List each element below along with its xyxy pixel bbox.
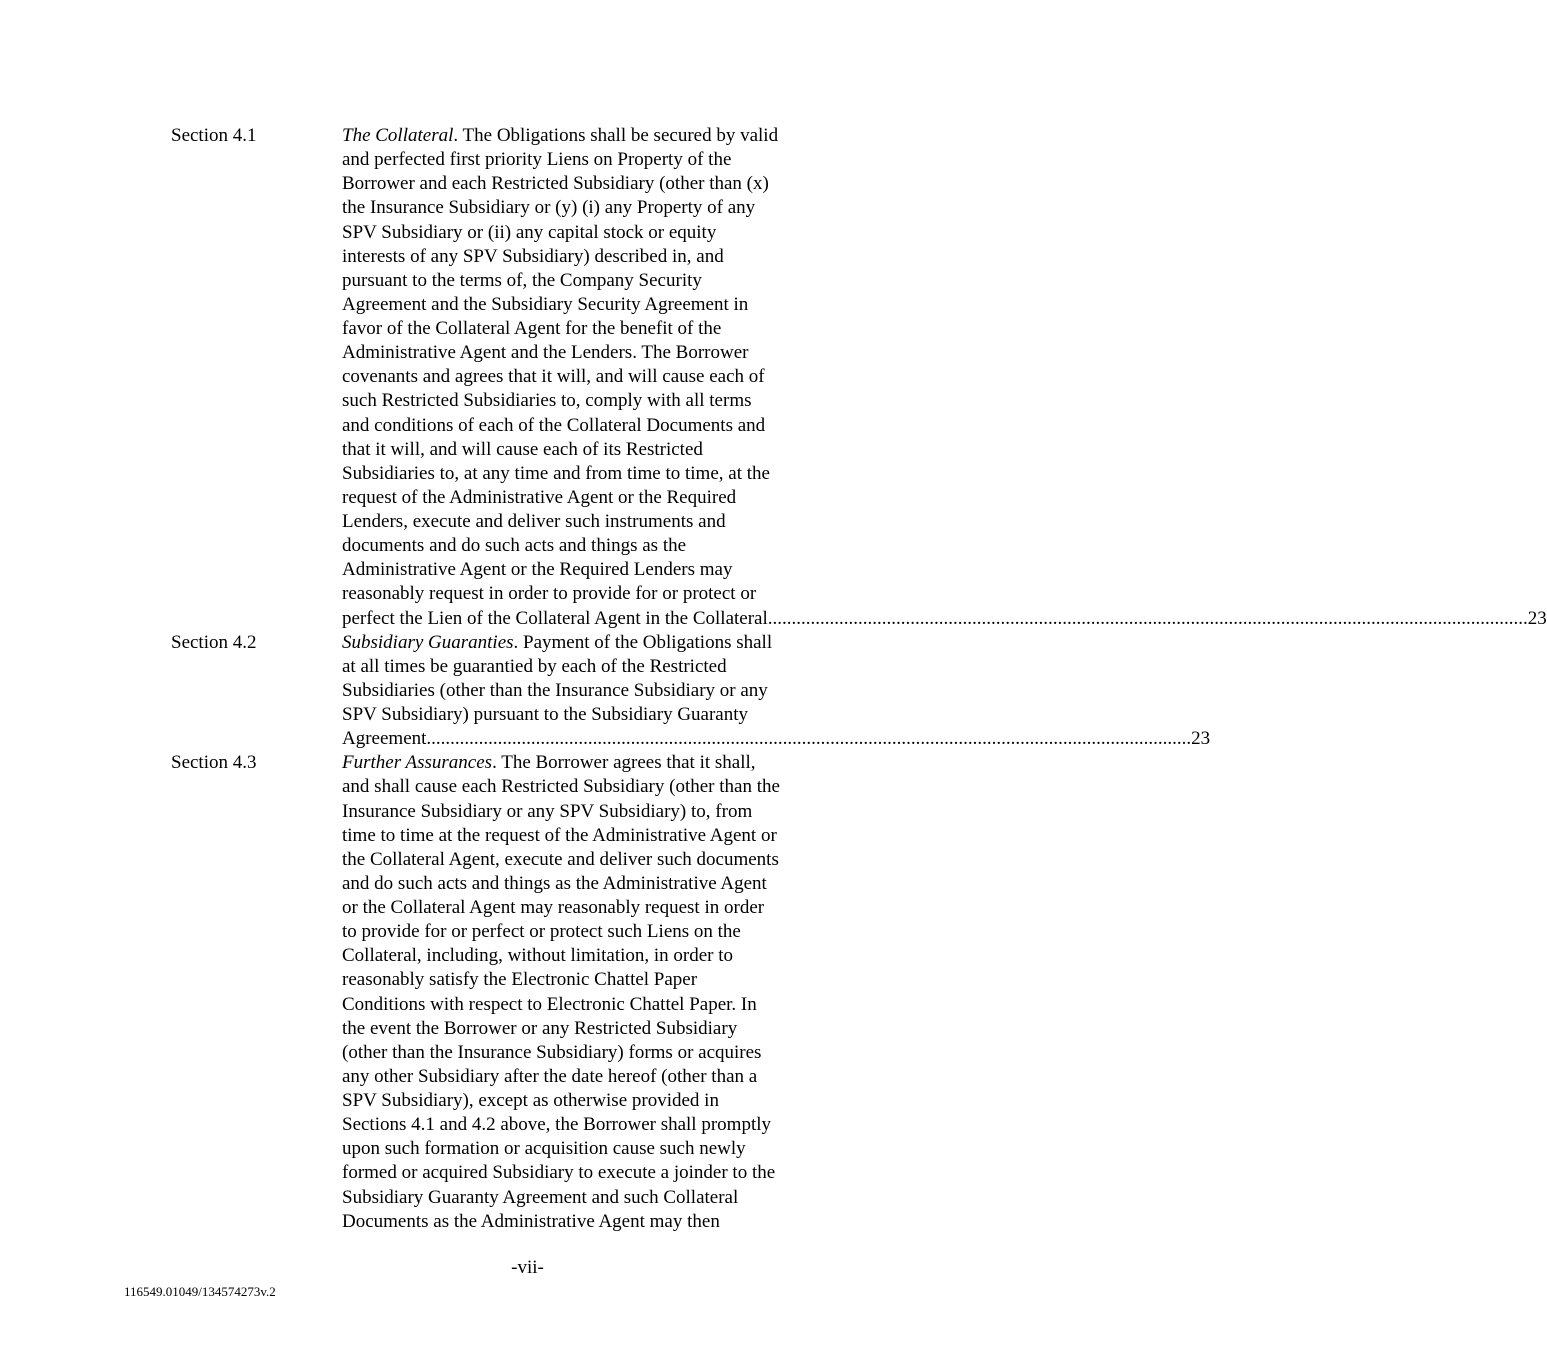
section-number: Section 4.2 xyxy=(171,631,257,653)
document-id: 116549.01049/134574273v.2 xyxy=(124,1284,276,1299)
text-line: Documents as the Administrative Agent may then xyxy=(342,1210,720,1232)
text-line: such Restricted Subsidiaries to, comply with all terms xyxy=(342,390,752,412)
text-line: the Collateral Agent, execute and deliver such documents xyxy=(342,848,779,870)
text-line: Agreement and the Subsidiary Security Agreement in xyxy=(342,293,749,315)
text-line: favor of the Collateral Agent for the benefit of the xyxy=(342,318,722,339)
text-line: covenants and agrees that it will, and will cause each of xyxy=(342,366,765,388)
text-line: SPV Subsidiary), except as otherwise provided in xyxy=(342,1090,719,1112)
line-text: . The Obligations shall be secured by valid xyxy=(453,125,779,146)
text-line: formed or acquired Subsidiary to execute a joinder to the xyxy=(342,1162,776,1184)
text-line: at all times be guarantied by each of the Restricted xyxy=(342,655,727,677)
text-line: and shall cause each Restricted Subsidiary (other than the xyxy=(342,776,780,798)
page-number: -vii- xyxy=(511,1257,544,1278)
text-line: Subsidiaries (other than the Insurance Subsidiary or any xyxy=(342,679,768,701)
text-line: reasonably request in order to provide for or protect or xyxy=(342,583,757,605)
section-text xyxy=(342,631,1211,752)
section-title: Further Assurances xyxy=(342,752,493,774)
toc-leader-line xyxy=(342,607,1547,631)
text-line: documents and do such acts and things as the xyxy=(342,535,687,557)
text-line: SPV Subsidiary or (ii) any capital stock or equity xyxy=(342,221,717,243)
line-text: perfect the Lien of the Collateral Agent in the Collateral xyxy=(342,607,768,629)
text-line: Insurance Subsidiary or any SPV Subsidiary) to, from xyxy=(342,800,753,822)
text-line xyxy=(342,631,932,655)
text-line: Conditions with respect to Electronic Chattel Paper. In xyxy=(342,993,757,1015)
text-line: pursuant to the terms of, the Company Security xyxy=(342,269,702,291)
dot-leader: ................................................................................................................................................................ xyxy=(767,607,1528,629)
section-title: Subsidiary Guaranties xyxy=(342,631,514,653)
text-line: Administrative Agent or the Required Lenders may xyxy=(342,559,733,581)
text-line: Sections 4.1 and 4.2 above, the Borrower shall promptly xyxy=(342,1114,772,1136)
text-line: Administrative Agent and the Lenders. The Borrower xyxy=(342,342,749,364)
text-line: that it will, and will cause each of its Restricted xyxy=(342,438,703,460)
text-line: reasonably satisfy the Electronic Chattel Paper xyxy=(342,969,698,991)
section-text xyxy=(342,124,1547,631)
text-line: Subsidiaries to, at any time and from time to time, at the xyxy=(342,462,770,484)
text-line: time to time at the request of the Administrative Agent or xyxy=(342,824,777,846)
text-line: any other Subsidiary after the date hereof (other than a xyxy=(342,1065,758,1087)
text-line: and perfected first priority Liens on Property of the xyxy=(342,149,732,171)
section-number: Section 4.1 xyxy=(171,125,257,146)
line-text: Agreement. xyxy=(342,728,432,750)
text-line: request of the Administrative Agent or the Required xyxy=(342,486,737,508)
text-line: and do such acts and things as the Administrative Agent xyxy=(342,872,767,894)
section-number: Section 4.3 xyxy=(171,752,257,774)
text-line: SPV Subsidiary) pursuant to the Subsidiary Guaranty xyxy=(342,704,749,726)
page-ref: 23 xyxy=(1527,607,1547,629)
text-line: Collateral, including, without limitation, in order to xyxy=(342,945,734,967)
text-line: Borrower and each Restricted Subsidiary (other than (x) xyxy=(342,173,769,195)
text-line: upon such formation or acquisition cause such newly xyxy=(342,1138,746,1160)
section-title: The Collateral xyxy=(342,125,454,146)
text-line: the event the Borrower or any Restricted Subsidiary xyxy=(342,1017,738,1039)
text-line: or the Collateral Agent may reasonably request in order xyxy=(342,897,765,919)
dot-leader: ................................................................................................................................................................ xyxy=(431,728,1192,750)
section-text xyxy=(342,751,932,1234)
page-ref: 23 xyxy=(1191,728,1211,750)
line-text: . Payment of the Obligations shall xyxy=(513,631,773,653)
toc-leader-line xyxy=(342,727,1211,751)
line-text: . The Borrower agrees that it shall, xyxy=(492,752,756,774)
text-line: interests of any SPV Subsidiary) described in, and xyxy=(342,245,724,267)
text-line: and conditions of each of the Collateral Documents and xyxy=(342,414,766,436)
text-line: the Insurance Subsidiary or (y) (i) any Property of any xyxy=(342,197,756,219)
text-line: (other than the Insurance Subsidiary) forms or acquires xyxy=(342,1041,762,1063)
text-line xyxy=(342,124,932,148)
text-line: to provide for or perfect or protect such Liens on the xyxy=(342,921,741,943)
text-line: Lenders, execute and deliver such instruments and xyxy=(342,511,726,532)
text-line xyxy=(342,751,932,775)
text-line: Subsidiary Guaranty Agreement and such Collateral xyxy=(342,1186,739,1208)
